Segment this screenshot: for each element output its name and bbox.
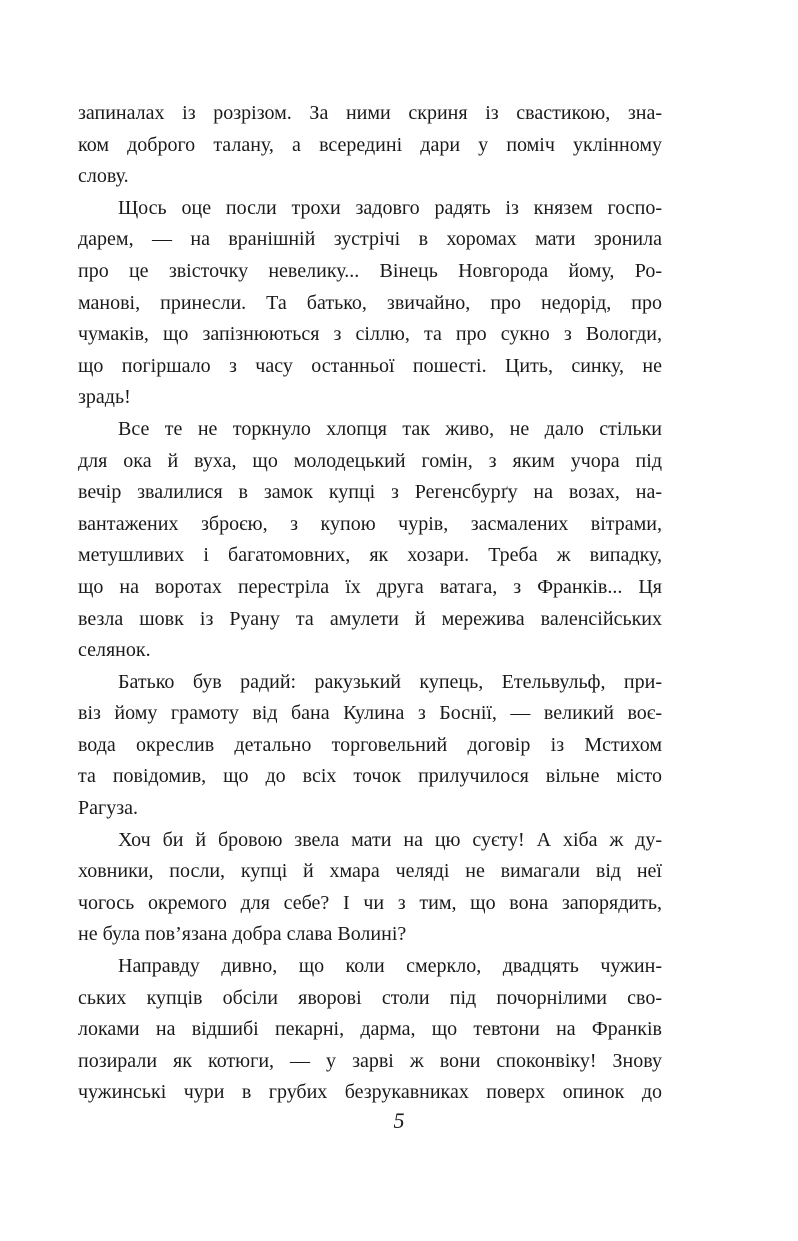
text-line: що погіршало з часу останньої пошесті. Цить, синку, не [78,354,662,377]
text-line: селянок. [78,639,151,662]
text-line: Рагуза. [78,797,138,820]
text-line: чогось окремого для себе? І чи з тим, що вона запорядить, [78,891,662,914]
text-line: що на воротах перестріла їх друга ватага, з Франків... Ця [78,575,662,598]
text-line: про це звісточку невелику... Вінець Новгорода йому, Ро- [78,259,662,282]
page-number: 5 [393,1108,405,1133]
text-line: не була пов’язана добра слава Волині? [78,923,407,946]
text-line: вода окреслив детально торговельний договір із Мстихом [78,733,662,756]
text-line: Хоч би й бровою звела мати на цю суєту! А хіба ж ду- [118,828,662,851]
text-line: метушливих і багатомовних, як хозари. Треба ж випадку, [78,544,662,567]
text-line: запиналах із розрізом. За ними скриня із свастикою, зна- [78,102,662,124]
text-line: Батько був радий: ракузький купець, Етельвульф, при- [118,670,662,693]
text-line: ховники, посли, купці й хмара челяді не вимагали від неї [78,860,662,883]
text-line: Щось оце посли трохи задовго радять із князем госпо- [118,196,662,219]
paragraph [78,825,662,951]
text-line: локами на відшибі пекарні, дарма, що тевтони на Франків [78,1018,662,1041]
text-line: манові, принесли. Та батько, звичайно, про недорід, про [78,291,662,314]
text-line: вантажених зброєю, з купою чурів, засмалених вітрами, [78,512,662,535]
paragraph [78,951,662,1109]
body-text [78,98,662,1109]
text-line: Направду дивно, що коли смеркло, двадцять чужин- [118,955,662,978]
text-line: для ока й вуха, що молодецький гомін, з яким учора під [78,449,662,472]
text-line: чумаків, що запізнюються з сіллю, та про сукно з Вологди, [78,323,662,346]
text-line: ком доброго талану, а всередині дари у поміч уклінному [78,133,662,156]
paragraph [78,414,662,667]
text-line: Все те не торкнуло хлопця так живо, не дало стільки [118,417,662,440]
paragraph [78,193,662,414]
text-line: чужинські чури в грубих безрукавниках поверх опинок до [78,1081,662,1104]
text-line: та повідомив, що до всіх точок прилучилося вільне місто [78,765,662,788]
text-line: позирали як котюги, — у зарві ж вони споконвіку! Знову [78,1049,662,1072]
text-line: віз йому грамоту від бана Кулина з Боснії, — великий воє- [78,702,662,725]
text-line: везла шовк із Руану та амулети й мережива валенсійських [78,607,662,630]
text-line: зрадь! [78,386,131,409]
text-line: вечір звалилися в замок купці з Регенсбурґу на возах, на- [78,481,662,504]
paragraph [78,667,662,825]
text-line: дарем, — на вранішній зустрічі в хоромах мати зронила [78,228,662,251]
text-line: ських купців обсіли яворові столи під почорнілими сво- [78,986,662,1009]
paragraph [78,98,662,193]
text-line: слову. [78,165,129,188]
